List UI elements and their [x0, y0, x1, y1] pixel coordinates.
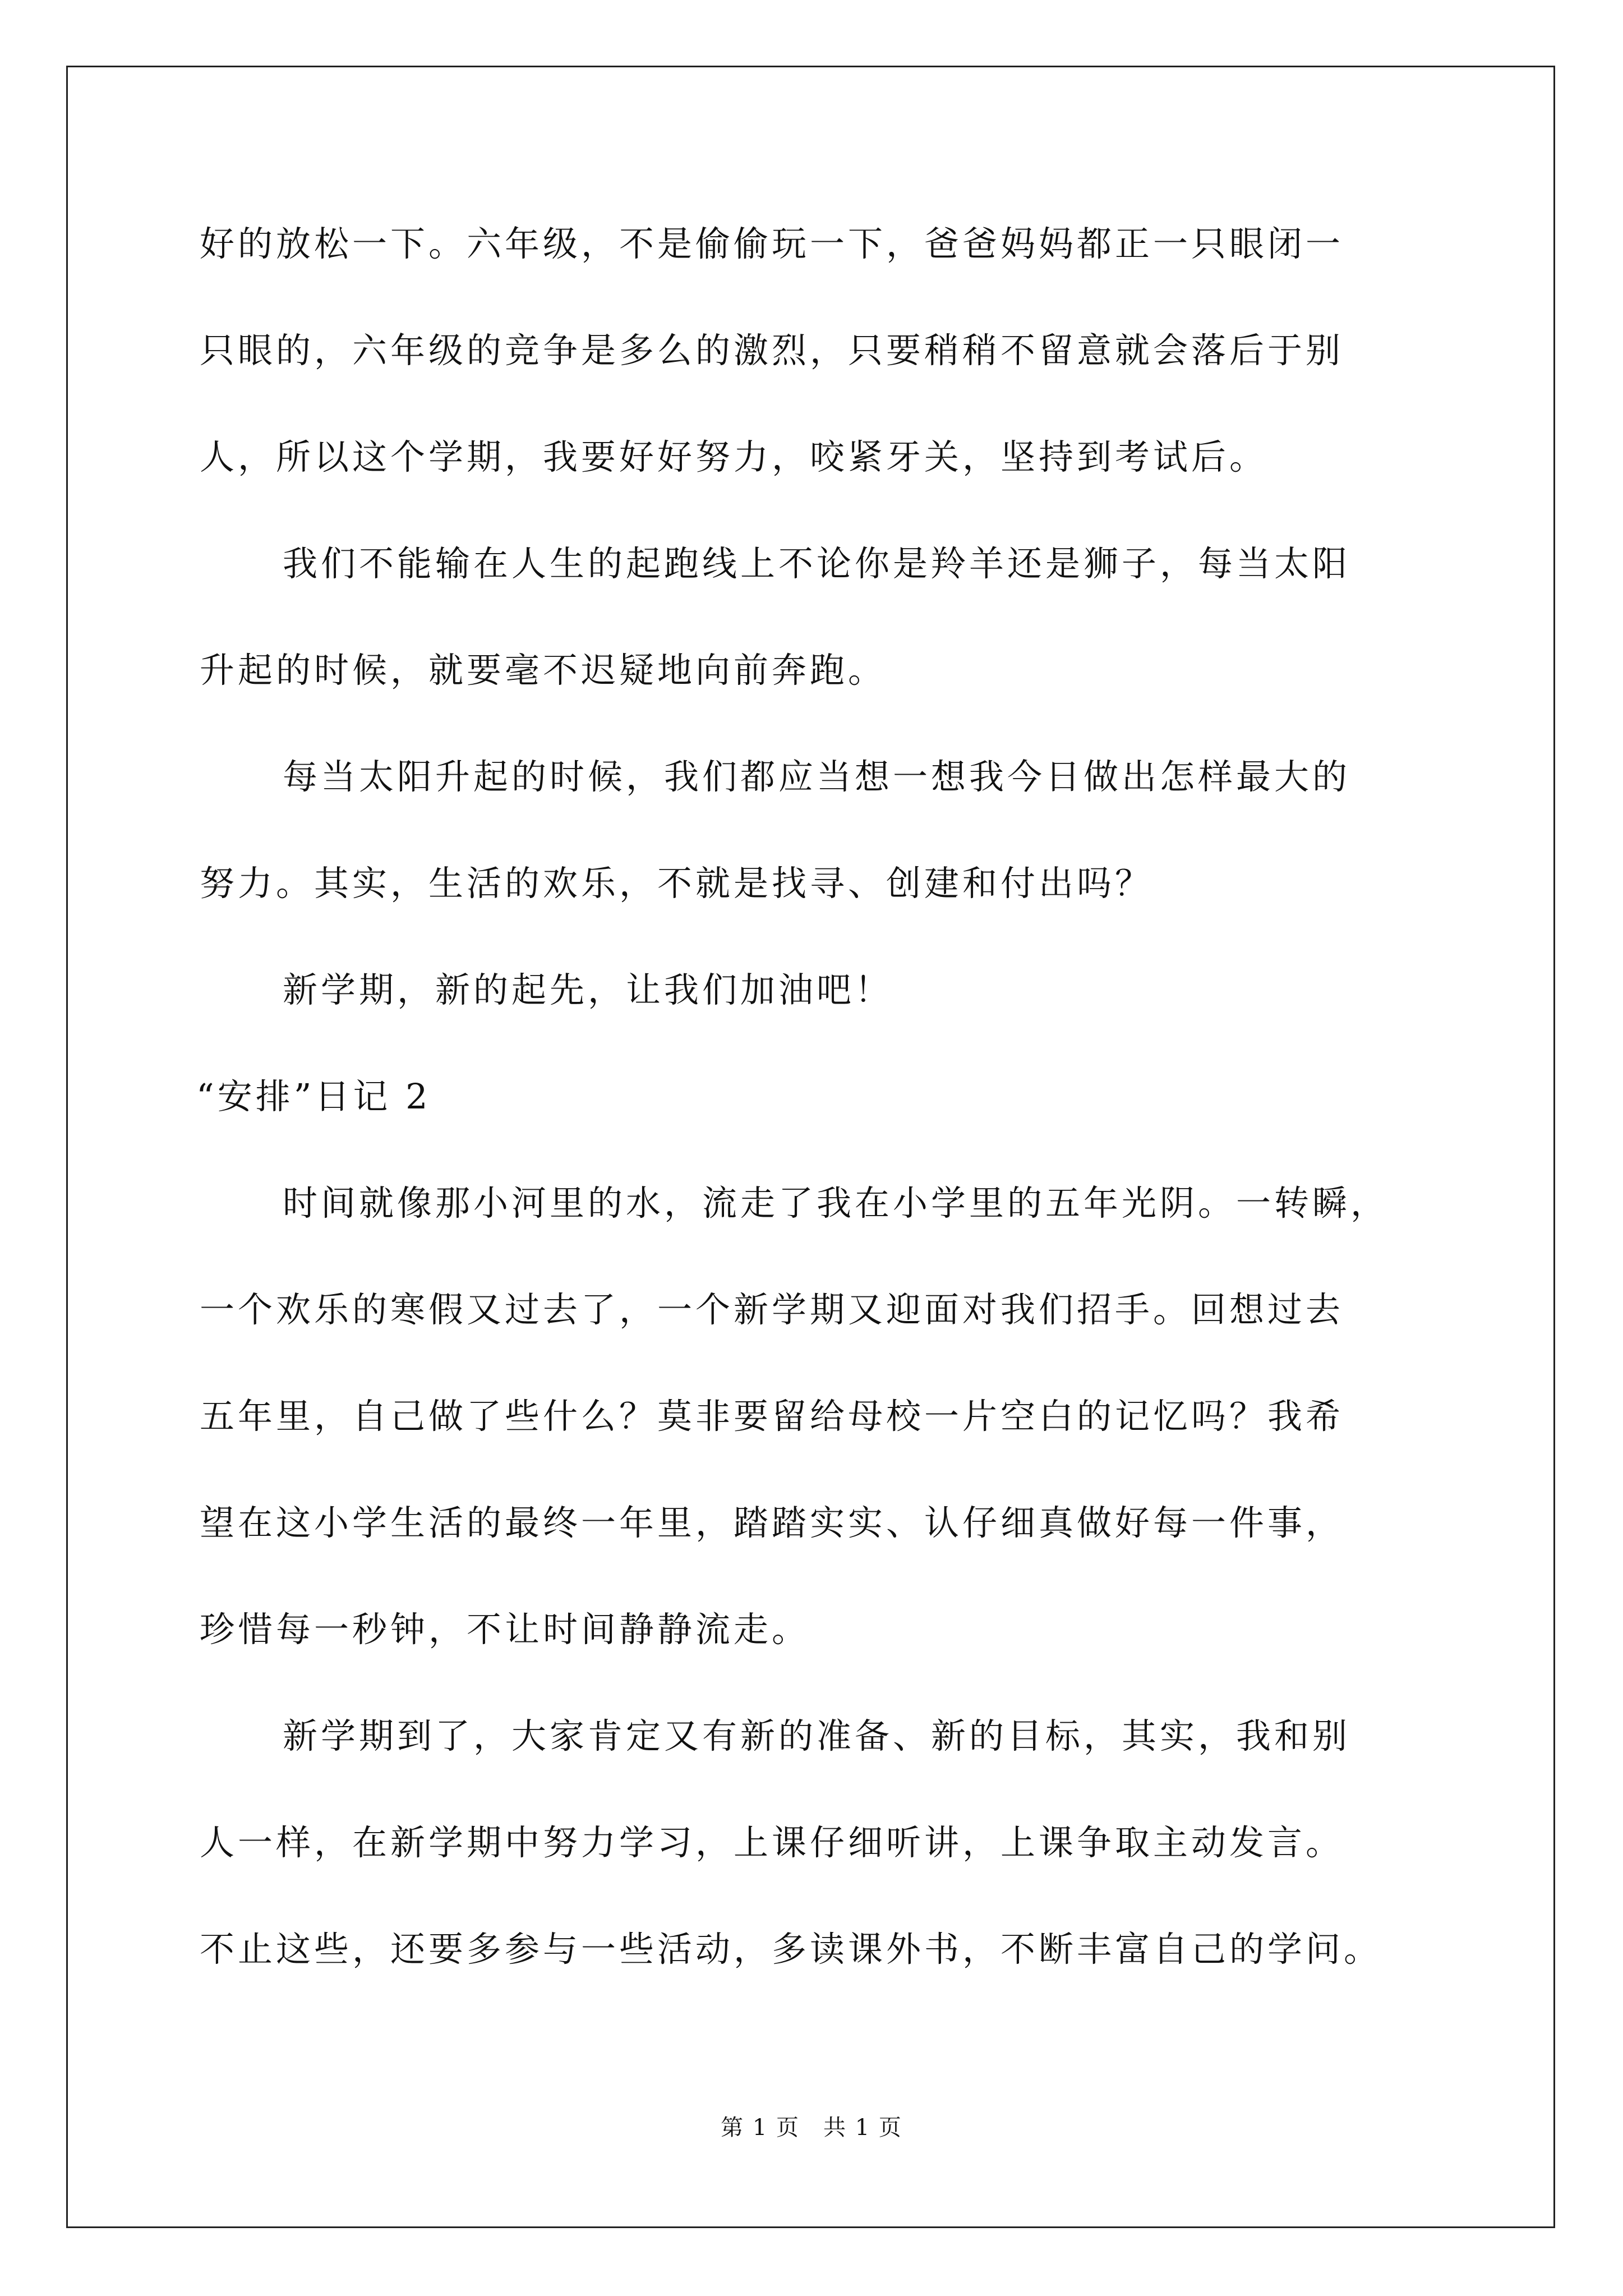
paragraph-first-line: 每当太阳升起的时候，我们都应当想一想我今日做出怎样最大的	[283, 756, 1351, 797]
text-line: 人，所以这个学期，我要好好努力，咬紧牙关，坚持到考试后。	[200, 436, 1268, 477]
text-line: 珍惜每一秒钟，不让时间静静流走。	[200, 1609, 810, 1650]
paragraph-first-line: 我们不能输在人生的起跑线上不论你是羚羊还是狮子，每当太阳	[283, 543, 1351, 584]
text-line: 望在这小学生活的最终一年里，踏踏实实、认仔细真做好每一件事，	[200, 1502, 1344, 1543]
text-line: 升起的时候，就要毫不迟疑地向前奔跑。	[200, 650, 887, 691]
text-line: 人一样，在新学期中努力学习，上课仔细听讲，上课争取主动发言。	[200, 1822, 1344, 1863]
section-heading: “安排”日记 2	[196, 1076, 431, 1117]
text-line: 不止这些，还要多参与一些活动，多读课外书，不断丰富自己的学问。	[200, 1929, 1382, 1970]
page-border	[66, 66, 1555, 2228]
text-line: 五年里，自己做了些什么？莫非要留给母校一片空白的记忆吗？我希	[200, 1396, 1344, 1437]
text-line: 努力。其实，生活的欢乐，不就是找寻、创建和付出吗？	[200, 863, 1154, 904]
page-number-footer: 第 1 页 共 1 页	[721, 2115, 902, 2141]
paragraph-first-line: 新学期到了，大家肯定又有新的准备、新的目标，其实，我和别	[283, 1715, 1351, 1756]
text-line: 一个欢乐的寒假又过去了，一个新学期又迎面对我们招手。回想过去	[200, 1289, 1344, 1330]
paragraph-first-line: 新学期，新的起先，让我们加油吧！	[283, 969, 893, 1010]
paragraph-first-line: 时间就像那小河里的水，流走了我在小学里的五年光阴。一转瞬，	[283, 1182, 1389, 1223]
text-line: 好的放松一下。六年级，不是偷偷玩一下，爸爸妈妈都正一只眼闭一	[200, 223, 1344, 264]
text-line: 只眼的，六年级的竞争是多么的激烈，只要稍稍不留意就会落后于别	[200, 330, 1344, 371]
